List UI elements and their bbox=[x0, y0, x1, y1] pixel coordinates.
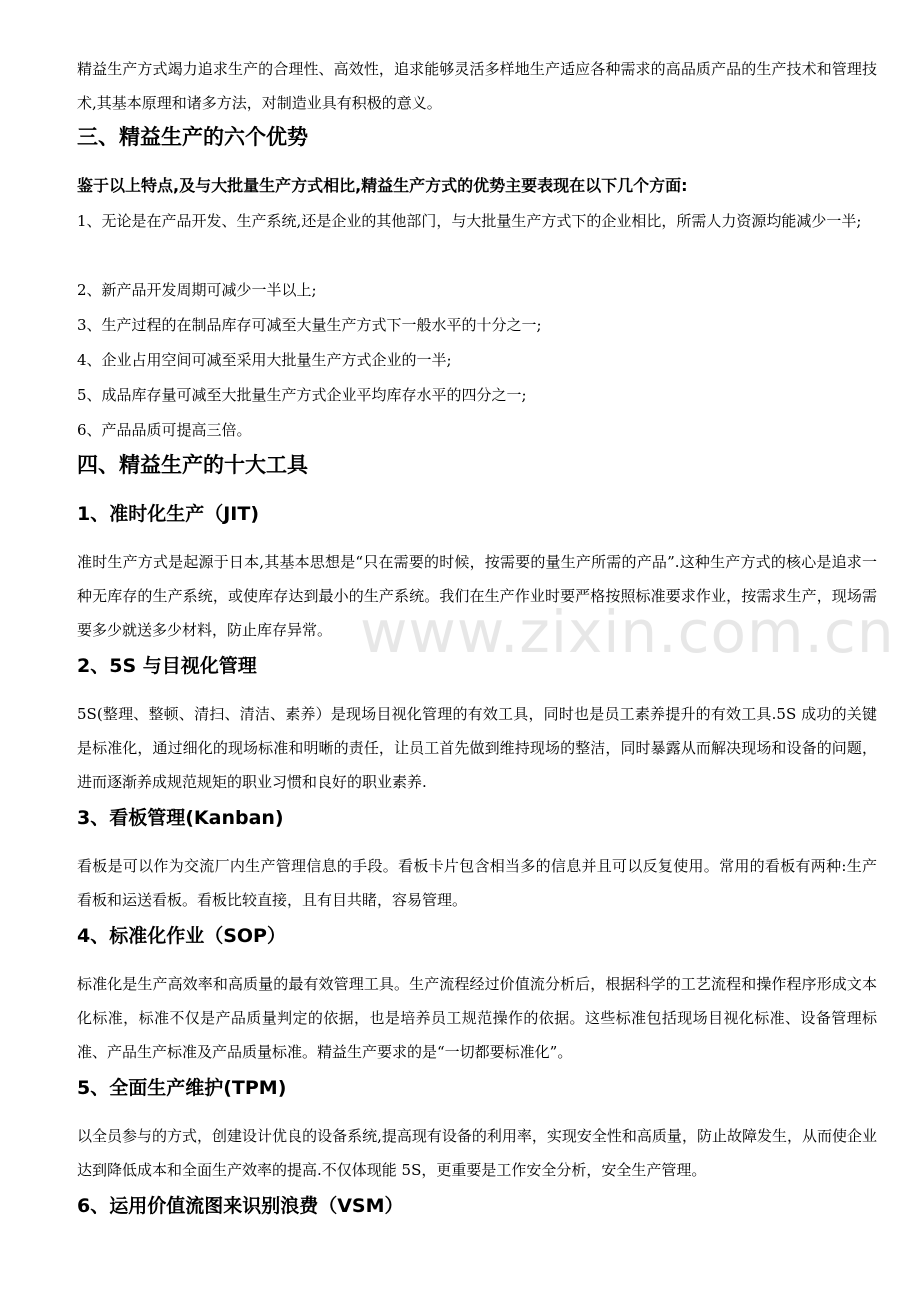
tool-4-heading: 4、标准化作业（SOP） bbox=[77, 925, 286, 947]
advantage-item-5: 5、成品库存量可减至大批量生产方式企业平均库存水平的四分之一; bbox=[77, 386, 527, 404]
tool-2-body: 5S(整理、整顿、清扫、清洁、素养）是现场目视化管理的有效工具，同时也是员工素养提升的有效工具.5S 成功的关键是标准化，通过细化的现场标准和明晰的责任，让员工首先做到维持现场的整洁，同时暴露从而解决现场和设备的问题，进而逐渐养成规范规矩的职业习惯和良好的职业素养. bbox=[77, 705, 877, 791]
section-3-lead: 鉴于以上特点,及与大批量生产方式相比,精益生产方式的优势主要表现在以下几个方面: bbox=[77, 176, 688, 195]
intro-paragraph: 精益生产方式竭力追求生产的合理性、高效性，追求能够灵活多样地生产适应各种需求的高品质产品的生产技术和管理技术,其基本原理和诸多方法，对制造业具有积极的意义。 bbox=[77, 60, 877, 112]
tool-5-heading: 5、全面生产维护(TPM) bbox=[77, 1077, 287, 1099]
advantage-item-1: 1、无论是在产品开发、生产系统,还是企业的其他部门，与大批量生产方式下的企业相比，所需人力资源均能减少一半; bbox=[77, 212, 862, 230]
advantage-item-3: 3、生产过程的在制品库存可减至大量生产方式下一般水平的十分之一; bbox=[77, 316, 542, 334]
watermark: www.zixin.com.cn bbox=[360, 598, 895, 666]
tool-1-body: 准时生产方式是起源于日本,其基本思想是“只在需要的时候，按需要的量生产所需的产品”.这种生产方式的核心是追求一种无库存的生产系统，或使库存达到最小的生产系统。我们在生产作业时要严格按照标准要求作业，按需求生产，现场需要多少就送多少材料，防止库存异常。 bbox=[77, 553, 877, 639]
advantage-item-2: 2、新产品开发周期可减少一半以上; bbox=[77, 281, 317, 299]
tool-6-heading: 6、运用价值流图来识别浪费（VSM） bbox=[77, 1195, 404, 1217]
tool-3-body: 看板是可以作为交流厂内生产管理信息的手段。看板卡片包含相当多的信息并且可以反复使用。常用的看板有两种:生产看板和运送看板。看板比较直接，且有目共睹，容易管理。 bbox=[77, 857, 877, 909]
advantage-item-4: 4、企业占用空间可减至采用大批量生产方式企业的一半; bbox=[77, 351, 452, 369]
tool-1-heading: 1、准时化生产（JIT) bbox=[77, 503, 260, 525]
section-4-heading: 四、精益生产的十大工具 bbox=[77, 453, 308, 477]
tool-5-body: 以全员参与的方式，创建设计优良的设备系统,提高现有设备的利用率，实现安全性和高质量，防止故障发生，从而使企业达到降低成本和全面生产效率的提高.不仅体现能 5S，更重要是工作安全分析，安全生产管理。 bbox=[77, 1127, 877, 1179]
tool-4-body: 标准化是生产高效率和高质量的最有效管理工具。生产流程经过价值流分析后，根据科学的工艺流程和操作程序形成文本化标准，标准不仅是产品质量判定的依据，也是培养员工规范操作的依据。这些标准包括现场目视化标准、设备管理标准、产品生产标准及产品质量标准。精益生产要求的是“一切都要标准化”。 bbox=[77, 975, 877, 1061]
tool-3-heading: 3、看板管理(Kanban) bbox=[77, 807, 284, 829]
advantage-item-6: 6、产品品质可提高三倍。 bbox=[77, 421, 252, 439]
tool-2-heading: 2、5S 与目视化管理 bbox=[77, 655, 257, 677]
section-3-heading: 三、精益生产的六个优势 bbox=[77, 125, 308, 149]
